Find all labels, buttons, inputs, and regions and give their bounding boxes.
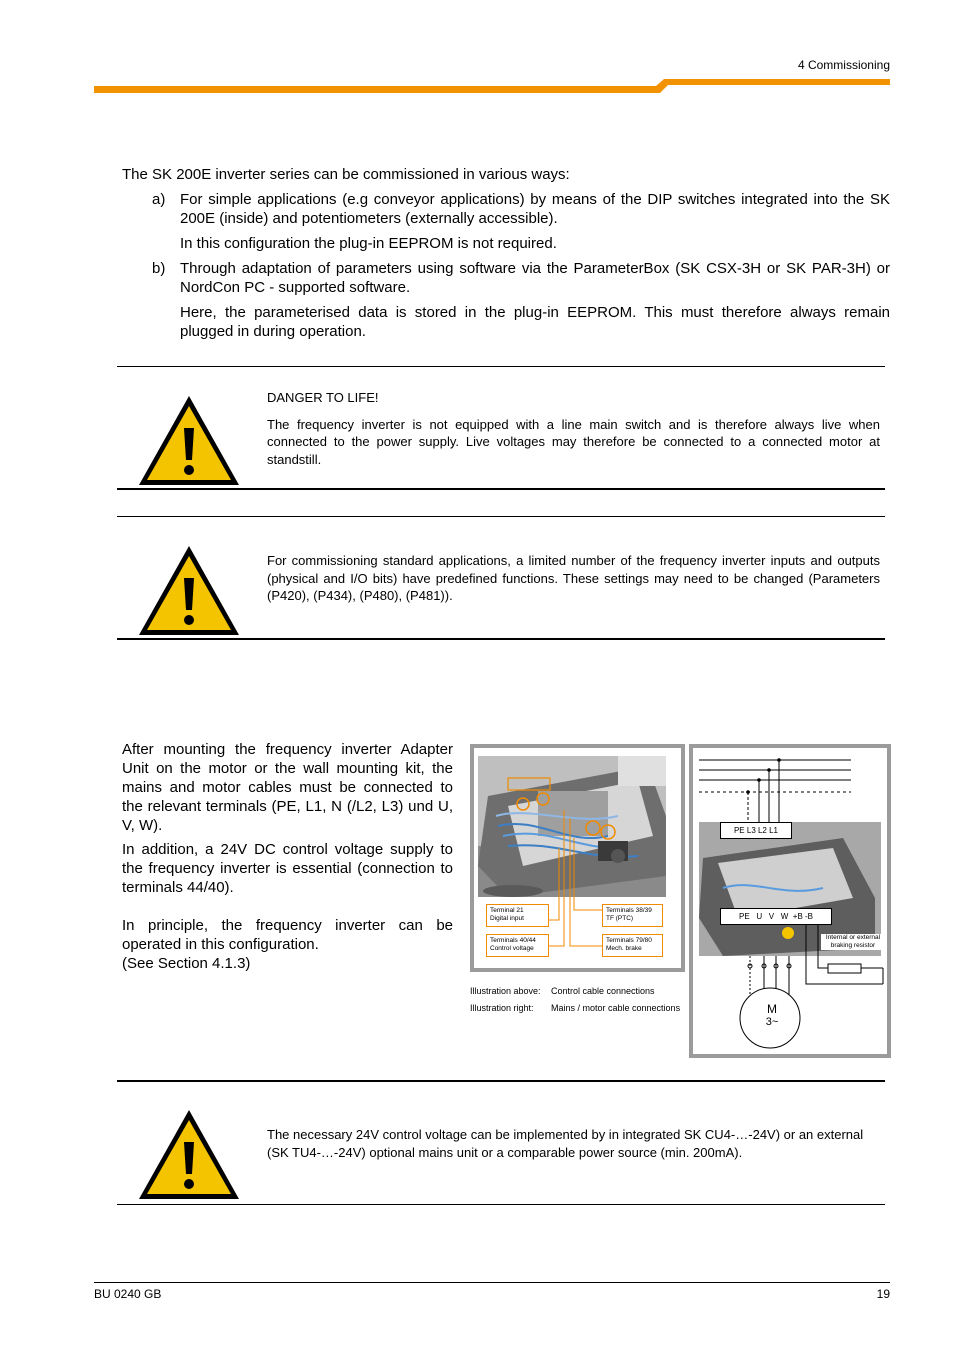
warning-text: The necessary 24V control voltage can be implemented by in integrated SK CU4-…-24V) or an external (SK TU4-…-24V) optional mains unit or a comparable power source (min. 200mA). — [267, 1127, 864, 1160]
connection-para-2: In addition, a 24V DC control voltage supply to the frequency inverter is essential (connection to terminals 44/40). — [122, 841, 453, 896]
warning-block-2 — [267, 552, 880, 605]
warning-triangle-icon — [137, 1108, 241, 1201]
caption-above-value: Control cable connections — [551, 986, 655, 996]
warning-bottom-rule — [117, 488, 885, 490]
intro-section — [122, 165, 890, 341]
warning-triangle-icon — [137, 544, 241, 637]
list-label-a: a) — [152, 191, 166, 208]
warning-block-3 — [267, 1126, 880, 1161]
list-label-b: b) — [152, 260, 166, 277]
list-text-a: For simple applications (e.g conveyor applications) by means of the DIP switches integrated into the SK 200E (inside) and potentiometers (externally accessible). — [180, 191, 890, 227]
page-number: 19 — [876, 1287, 890, 1301]
warning-bottom-rule — [117, 1204, 885, 1205]
motor-terminal-strip: PE U V W +B -B — [720, 908, 832, 925]
caption-right-key: Illustration right: — [470, 1003, 534, 1013]
connection-para-3: In principle, the frequency inverter can be operated in this configuration. — [122, 917, 453, 953]
list-item-a — [122, 190, 890, 253]
warning-block-1 — [267, 389, 880, 468]
warning-top-rule — [117, 516, 885, 517]
warning-top-rule — [117, 1080, 885, 1082]
control-cable-illustration — [470, 744, 685, 972]
terminals-40-44-label: Terminals 40/44 Control voltage — [486, 934, 549, 957]
mains-terminal-strip: PE L3 L2 L1 — [720, 822, 792, 839]
header-accent-bar — [94, 79, 890, 95]
list-text-b: Through adaptation of parameters using software via the ParameterBox (SK CSX-3H or SK PAR-3H) or NordCon PC - supported software. — [180, 260, 890, 296]
warning-text: The frequency inverter is not equipped with a line main switch and is therefore always live when connected to the power supply. Live voltages may therefore be connected to a connected motor at standstill. — [267, 416, 880, 467]
warning-text: For commissioning standard applications, a limited number of the frequency inverter inputs and outputs (physical and I/O bits) have predefined functions. These settings may need to be changed (Parameters (P420), (P434), (P480), (P481)). — [267, 553, 880, 603]
warning-title: DANGER TO LIFE! — [267, 390, 379, 405]
terminals-79-80-label: Terminals 79/80 Mech. brake — [602, 934, 663, 957]
warning-triangle-icon — [137, 394, 241, 487]
braking-resistor-label: Internal or external braking resistor — [821, 934, 885, 950]
warning-top-rule — [117, 366, 885, 367]
list-item-b — [122, 259, 890, 341]
terminal-21-label: Terminal 21 Digital input — [486, 904, 549, 927]
caption-right-value: Mains / motor cable connections — [551, 1003, 681, 1013]
mains-motor-wiring-illustration — [689, 744, 891, 1058]
connection-text — [122, 740, 453, 973]
intro-lead: The SK 200E inverter series can be commissioned in various ways: — [122, 166, 570, 183]
list-note-a: In this configuration the plug-in EEPROM is not required. — [180, 235, 557, 252]
motor-label: M — [767, 1002, 777, 1016]
motor-phase-label: 3~ — [765, 1016, 779, 1028]
list-note-b: Here, the parameterised data is stored in the plug-in EEPROM. This must therefore always remain plugged in during operation. — [180, 304, 890, 340]
section-header: 4 Commissioning — [797, 58, 890, 72]
terminals-38-39-label: Terminals 38/39 TF (PTC) — [602, 904, 663, 927]
caption-above-key: Illustration above: — [470, 986, 541, 996]
document-id: BU 0240 GB — [94, 1287, 162, 1301]
warning-bottom-rule — [117, 638, 885, 640]
wiring-diagram — [693, 748, 887, 1054]
connection-reference: (See Section 4.1.3) — [122, 955, 251, 972]
connection-para-1: After mounting the frequency inverter Adapter Unit on the motor or the wall mounting kit, the mains and motor cables must be connected to the relevant terminals (PE, L1, N (/L2, L3) und U, V, W). — [122, 741, 453, 834]
footer-rule — [94, 1282, 890, 1283]
